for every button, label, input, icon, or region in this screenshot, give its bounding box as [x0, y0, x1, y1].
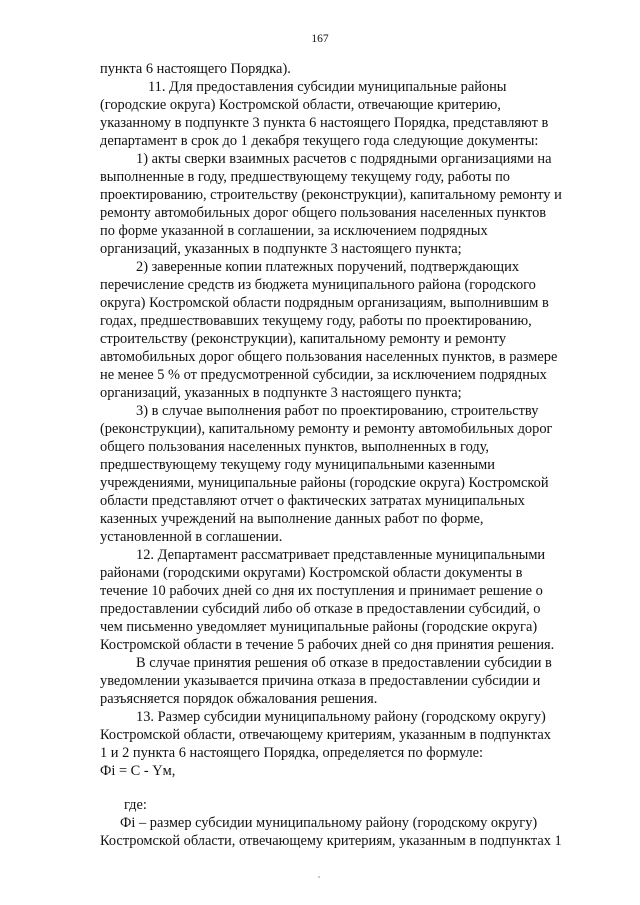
paragraph-line: Костромской области, отвечающему критериям, указанным в подпунктах 1 [100, 833, 562, 849]
paragraph-line: перечисление средств из бюджета муниципального района (городского [100, 277, 536, 293]
paragraph-line: разъясняется порядок обжалования решения. [100, 691, 378, 707]
page-number: 167 [311, 33, 329, 45]
paragraph-line: районами (городскими округами) Костромской области документы в [100, 565, 523, 581]
paragraph-line: не менее 5 % от предусмотренной субсидии, за исключением подрядных [100, 367, 547, 383]
paragraph-line: округа) Костромской области подрядным организациям, выполнившим в [100, 295, 549, 311]
paragraph-line: департамент в срок до 1 декабря текущего года следующие документы: [100, 133, 539, 149]
paragraph-line: 1 и 2 пункта 6 настоящего Порядка, определяется по формуле: [100, 745, 484, 761]
paragraph-line: проектированию, строительству (реконструкции), капитальному ремонту и [100, 187, 562, 203]
paragraph-line: 1) акты сверки взаимных расчетов с подрядными организациями на [136, 151, 552, 167]
paragraph-line: области представляют отчет о фактических затратах муниципальных [100, 493, 525, 509]
paragraph-line: общего пользования населенных пунктов, выполненных в году, [100, 439, 490, 455]
paragraph-line: ремонту автомобильных дорог общего пользования населенных пунктов [100, 205, 547, 221]
document-body [100, 60, 584, 850]
paragraph-line: организаций, указанных в подпункте 3 настоящего пункта; [100, 241, 462, 257]
paragraph-line: В случае принятия решения об отказе в предоставлении субсидии в [136, 655, 552, 671]
paragraph-line: уведомлении указывается причина отказа в предоставлении субсидии и [100, 673, 541, 689]
paragraph-line: Костромской области, отвечающему критериям, указанным в подпунктах [100, 727, 551, 743]
paragraph-line: (реконструкции), капитальному ремонту и ремонту автомобильных дорог [100, 421, 553, 437]
paragraph-line: предшествующему текущему году муниципальными казенными [100, 457, 495, 473]
paragraph-line: чем письменно уведомляет муниципальные районы (городские округа) [100, 619, 538, 635]
paragraph-line: казенных учреждений на выполнение данных работ по форме, [100, 511, 484, 527]
paragraph-line: 2) заверенные копии платежных поручений, подтверждающих [136, 259, 520, 275]
paragraph-line: указанному в подпункте 3 пункта 6 настоящего Порядка, представляют в [100, 115, 549, 131]
paragraph-line: организаций, указанных в подпункте 3 настоящего пункта; [100, 385, 462, 401]
paragraph-line: строительству (реконструкции), капитальному ремонту и ремонту [100, 331, 507, 347]
paragraph-line: установленной в соглашении. [100, 529, 283, 545]
paragraph-line: 13. Размер субсидии муниципальному району (городскому округу) [136, 709, 546, 725]
paragraph-line: годах, предшествовавших текущему году, работы по проектированию, [100, 313, 532, 329]
paragraph-line: Фi – размер субсидии муниципальному району (городскому округу) [120, 815, 538, 831]
formula: Фi = С - Yм, [100, 763, 176, 779]
paragraph-line: пункта 6 настоящего Порядка). [100, 61, 291, 77]
paragraph-line: Костромской области в течение 5 рабочих дней со дня принятия решения. [100, 637, 555, 653]
paragraph-line: выполненные в году, предшествующему текущему году, работы по [100, 169, 511, 185]
where-label: где: [124, 797, 147, 813]
paragraph-line: 12. Департамент рассматривает представленные муниципальными [136, 547, 546, 563]
paragraph-line: учреждениями, муниципальные районы (городские округа) Костромской [100, 475, 549, 491]
paragraph-line: (городские округа) Костромской области, отвечающие критерию, [100, 97, 501, 113]
paragraph-line: 11. Для предоставления субсидии муниципальные районы [148, 79, 507, 95]
paragraph-line: 3) в случае выполнения работ по проектированию, строительству [136, 403, 539, 419]
spacer [100, 780, 584, 796]
paragraph-line: по форме указанной в соглашении, за исключением подрядных [100, 223, 488, 239]
paragraph-line: автомобильных дорог общего пользования населенных пунктов, в размере [100, 349, 558, 365]
paragraph-line: предоставлении субсидий либо об отказе в предоставлении субсидий, о [100, 601, 541, 617]
scan-speck [318, 876, 320, 878]
paragraph-line: течение 10 рабочих дней со дня их поступления и принимает решение о [100, 583, 543, 599]
